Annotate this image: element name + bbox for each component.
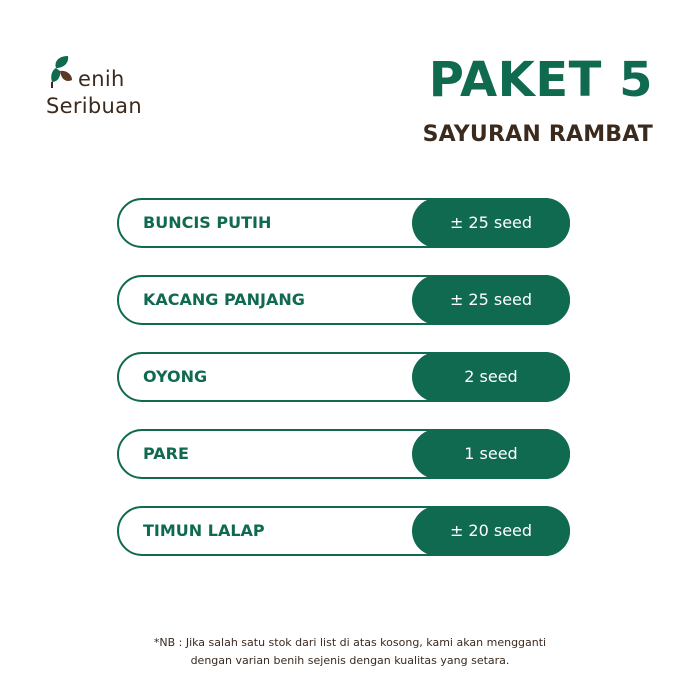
- seed-quantity-badge: ± 20 seed: [412, 506, 570, 556]
- footnote-line: dengan varian benih sejenis dengan kualitas yang setara.: [190, 654, 510, 667]
- seed-name: KACANG PANJANG: [143, 290, 305, 309]
- seed-row: [117, 352, 570, 402]
- seed-quantity-badge: 2 seed: [412, 352, 570, 402]
- seed-name: TIMUN LALAP: [143, 521, 265, 540]
- brand-name-line1: enih: [78, 67, 125, 91]
- seed-name: PARE: [143, 444, 189, 463]
- seed-row: [117, 506, 570, 556]
- seed-quantity-badge: 1 seed: [412, 429, 570, 479]
- brand-logo: [44, 52, 154, 122]
- footnote: [0, 634, 700, 670]
- seed-row: [117, 429, 570, 479]
- seed-name: OYONG: [143, 367, 208, 386]
- footnote-line: *NB : Jika salah satu stok dari list di atas kosong, kami akan mengganti: [153, 636, 547, 649]
- seed-quantity-badge: ± 25 seed: [412, 198, 570, 248]
- seed-name: BUNCIS PUTIH: [143, 213, 272, 232]
- seed-list: [117, 198, 570, 583]
- package-subtitle: SAYURAN RAMBAT: [422, 122, 653, 147]
- package-title: PAKET 5: [428, 52, 653, 108]
- seed-row: [117, 275, 570, 325]
- seed-quantity-badge: ± 25 seed: [412, 275, 570, 325]
- seed-row: [117, 198, 570, 248]
- brand-name-line2: Seribuan: [46, 94, 142, 118]
